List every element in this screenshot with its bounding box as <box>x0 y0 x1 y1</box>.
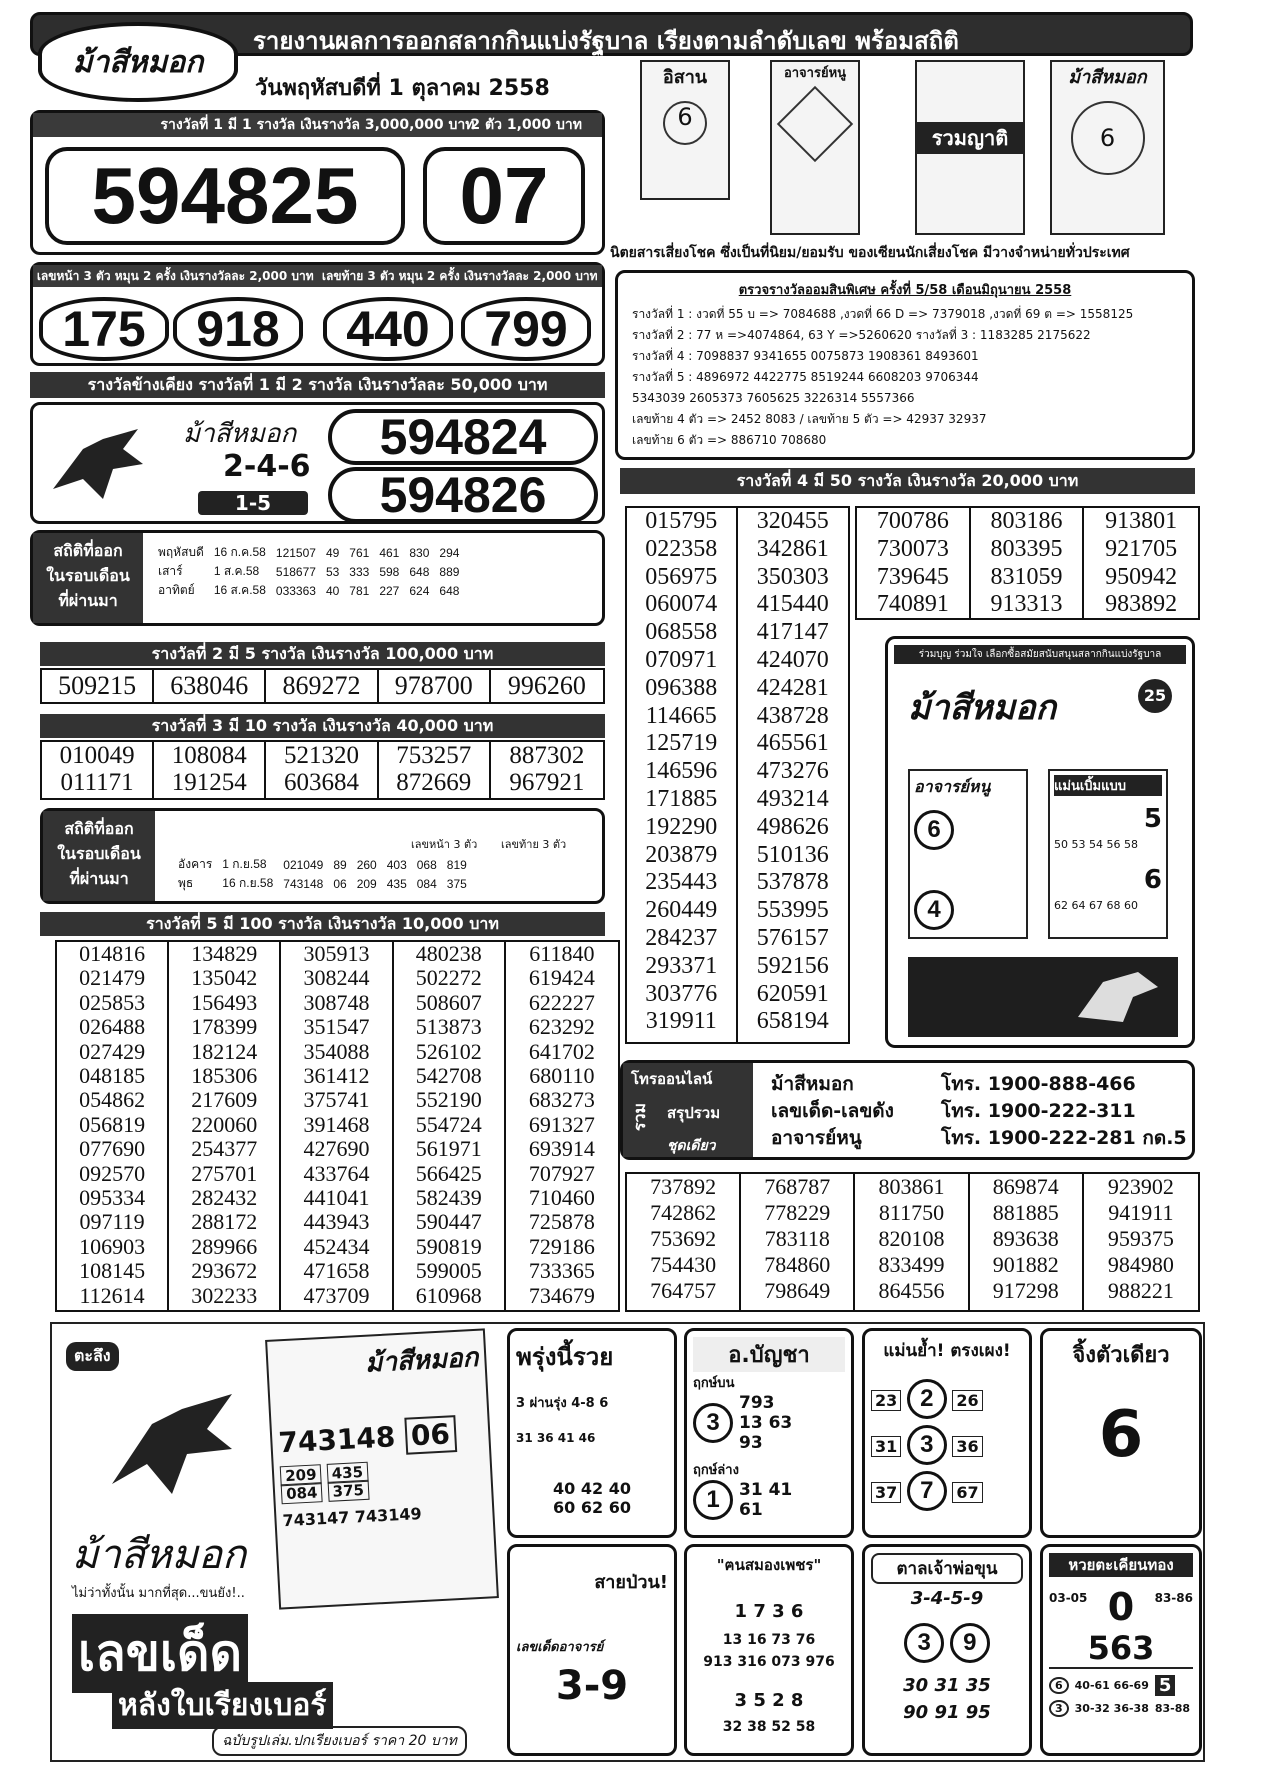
back-number: 440 <box>323 297 453 361</box>
prize5-number: 282432 <box>191 1185 258 1211</box>
magazine-cover: อาจารย์หนู <box>770 60 860 235</box>
table-row: อาทิตย์ 16 ส.ค.58 033363 40 781 227 624 648 <box>158 583 460 598</box>
ad-maen: แม่นย้ำ! ตรงเผง! 23 2 26 31 3 36 37 7 67 <box>862 1328 1032 1538</box>
ad-left: ตะลึง ม้าสีหมอก ไม่ว่าทั้งนั้น มากที่สุด...ขนยัง!.. เลขเด็ด หลังใบเรียงเบอร์ ฉบับรูปเล่ม.ปกเรียงเบอร์ ราคา 20 บาท ม้าสีหมอก 743148 06 209 435 084 375 743147 743149 <box>52 1324 502 1760</box>
prize4-number: 740891 <box>876 591 949 618</box>
prize5-number: 021479 <box>79 965 146 991</box>
magazine-cover: รวมญาติ <box>915 60 1025 235</box>
prize4-number: 739645 <box>876 563 949 590</box>
prize5-grid <box>55 940 620 1312</box>
prize1-number: 594825 <box>45 147 405 245</box>
prize5-number: 710460 <box>528 1185 595 1211</box>
prize5-number: 764757 <box>650 1278 717 1303</box>
prize4-number: 658194 <box>756 1008 829 1035</box>
prize5-number: 220060 <box>191 1111 258 1137</box>
prize5-number: 768787 <box>764 1174 831 1199</box>
magazine-caption: นิตยสารเสี่ยงโชค ซึ่งเป็นที่นิยม/ยอมรับ ของเซียนนักเสี่ยงโชค มีวางจำหน่ายทั่วประเทศ <box>610 245 1130 261</box>
prize5-number: 095334 <box>79 1185 146 1211</box>
prize5-number: 798649 <box>764 1278 831 1303</box>
prize5-number: 582439 <box>415 1185 482 1211</box>
prize5-number: 217609 <box>191 1087 258 1113</box>
savings-line: 5343039 2605373 7605625 3226314 5557366 <box>632 391 915 405</box>
prize5-number: 820108 <box>878 1226 945 1251</box>
prize5-number: 502272 <box>415 965 482 991</box>
prize4-left-grid <box>625 506 850 1044</box>
prize5-number: 881885 <box>992 1200 1059 1225</box>
ad-prung: พรุ่งนี้รวย 3 ผ่านรุ่ง 4-8 6 31 36 41 46 40 42 40 60 62 60 <box>507 1328 677 1538</box>
table-row: พฤหัสบดี 16 ก.ค.58 121507 49 761 461 830 294 <box>158 545 460 560</box>
near-prize-panel <box>30 402 605 524</box>
back-number: 799 <box>461 297 591 361</box>
prize4-number: 320455 <box>756 508 829 534</box>
number-column <box>169 942 281 1310</box>
near-prize-label: รางวัลข้างเคียง รางวัลที่ 1 มี 2 รางวัล เงินรางวัลละ 50,000 บาท <box>30 372 605 398</box>
prize4-number: 921705 <box>1105 535 1178 562</box>
prize4-number: 730073 <box>876 535 949 562</box>
number-column <box>738 508 849 1042</box>
prize5-number: 610968 <box>415 1282 482 1308</box>
prize5-number: 599005 <box>415 1258 482 1284</box>
ad-ban: อ.บัญชา ฤกษ์บน 3 793 13 63 93 ฤกษ์ล่าง 1 31 41 61 <box>684 1328 854 1538</box>
prize5-number: 680110 <box>529 1063 595 1089</box>
promo-logo: ม้าสีหมอก <box>908 688 1057 728</box>
number-column <box>627 1174 741 1310</box>
prize5-number: 693914 <box>528 1136 595 1162</box>
prize5-number: 308244 <box>303 965 370 991</box>
prize5-number: 923902 <box>1107 1174 1174 1199</box>
savings-line: เลขท้าย 6 ตัว => 886710 708680 <box>632 433 827 447</box>
prize1-two-digit: 07 <box>423 147 585 245</box>
prize5-number: 725878 <box>528 1209 595 1235</box>
prize5-number: 893638 <box>992 1226 1059 1251</box>
prize4-number: 056975 <box>645 563 718 590</box>
number-column <box>627 508 738 1042</box>
number-column <box>281 942 393 1310</box>
prize1-label: รางวัลที่ 1 มี 1 รางวัล เงินรางวัล 3,000,000 บาท 2 ตัว 1,000 บาท <box>33 113 602 137</box>
near-number: 594824 <box>328 409 598 465</box>
prize4-number: 417147 <box>756 619 829 646</box>
front-label: เลขหน้า 3 ตัว หมุน 2 ครั้ง เงินรางวัลละ 2,000 บาท <box>36 269 314 283</box>
magazine-cover: ม้าสีหมอก 6 <box>1050 60 1165 235</box>
prize4-number: 022358 <box>645 535 718 562</box>
savings-panel <box>615 270 1195 460</box>
prize5-number: 182124 <box>191 1038 258 1064</box>
phone-panel: โทรออนไลน์ สรุปรวม ชุดเดียว รวม ม้าสีหมอก โทร. 1900-888-466 เลขเด็ด-เลขดัง โทร. 1900-222-311 อาจารย์หนู โทร. 1900-222-281 กด.5 <box>620 1060 1195 1160</box>
prize4-label: รางวัลที่ 4 มี 50 รางวัล เงินรางวัล 20,000 บาท <box>620 468 1195 494</box>
savings-line: เลขท้าย 4 ตัว => 2452 8083 / เลขท้าย 5 ตัว => 42937 32937 <box>632 412 987 426</box>
prize5-number: 988221 <box>1107 1278 1174 1303</box>
number-column <box>506 942 618 1310</box>
prize5-number: 427690 <box>303 1136 370 1162</box>
prize2-label: รางวัลที่ 2 มี 5 รางวัล เงินรางวัล 100,000 บาท <box>40 642 605 666</box>
prize4-number: 235443 <box>645 869 718 896</box>
prize4-number: 424070 <box>756 646 829 673</box>
prize5-number: 737892 <box>650 1174 717 1199</box>
prize5-number: 135042 <box>191 965 258 991</box>
table-row: พุธ 16 ก.ย.58 743148 06 209 435 084 375 <box>178 876 467 891</box>
prize5-number: 302233 <box>191 1282 258 1308</box>
prize4-number: 438728 <box>756 702 829 729</box>
prize5-number: 026488 <box>79 1014 146 1040</box>
prize4-number: 293371 <box>645 952 718 979</box>
prize5-number: 056819 <box>79 1111 146 1137</box>
prize5-number: 471658 <box>303 1258 370 1284</box>
near-tip: 2-4-6 <box>223 449 311 484</box>
prize5-number: 275701 <box>191 1160 258 1186</box>
stats2-panel: สถิติที่ออก ในรอบเดือน ที่ผ่านมา เลขหน้า 3 ตัว เลขท้าย 3 ตัว อังคาร 1 ก.ย.58 021049 89 260 403 068 819 พุธ 16 ก.ย.58 743148 06 209 435 084 375 <box>40 808 605 904</box>
prize5-number: 833499 <box>878 1252 945 1277</box>
prize5-number: 623292 <box>528 1014 595 1040</box>
prize4-number: 700786 <box>876 508 949 534</box>
prize4-number: 831059 <box>990 563 1063 590</box>
prize4-number: 342861 <box>756 535 829 562</box>
prize5-number: 293672 <box>191 1258 258 1284</box>
promo-banner: ร่วมบุญ ร่วมใจ เลือกซื้อสมัยสนับสนุนสลากกินแบ่งรัฐบาล <box>894 645 1186 664</box>
savings-line: รางวัลที่ 1 : งวดที่ 55 บ => 7084688 ,งวดที่ 66 D => 7379018 ,งวดที่ 69 ต => 1558125 <box>632 307 1134 321</box>
ad-huay: หวยตะเคียนทอง 03-05 83-86 0 563 6 40-61 66-69 5 3 30-32 36-38 83-88 <box>1040 1544 1202 1756</box>
prize5-number: 566425 <box>415 1160 482 1186</box>
prize5-number: 308748 <box>303 989 370 1015</box>
ad-khon: "ฅนสมองเพชร" 1 7 3 6 13 16 73 76 913 316 073 976 3 5 2 8 32 38 52 58 <box>684 1544 854 1756</box>
prize5-number: 305913 <box>303 941 370 966</box>
bottom-ads <box>50 1322 1205 1762</box>
horse-icon <box>43 419 163 509</box>
prize5-number: 433764 <box>303 1160 370 1186</box>
prize4-number: 260449 <box>645 897 718 924</box>
prize5-number: 375741 <box>303 1087 370 1113</box>
prize5-number: 803861 <box>878 1174 945 1199</box>
prize4-number: 068558 <box>645 619 718 646</box>
prize5-number: 869874 <box>992 1174 1059 1199</box>
prize5-number: 480238 <box>415 941 482 966</box>
prize4-number: 146596 <box>645 758 718 785</box>
prize5-number: 941911 <box>1108 1200 1174 1225</box>
prize5-number: 611840 <box>529 941 595 966</box>
prize5-number: 443943 <box>303 1209 370 1235</box>
prize4-number: 192290 <box>645 813 718 840</box>
prize4-number: 498626 <box>756 813 829 840</box>
prize4-number: 493214 <box>756 785 829 812</box>
savings-lines <box>632 304 1178 451</box>
promo-anniv: 25 <box>1138 679 1172 713</box>
prize5-number: 025853 <box>79 989 146 1015</box>
cover-image: ม้าสีหมอก 743148 06 209 435 084 375 743147 743149 <box>265 1328 499 1609</box>
prize5-number: 783118 <box>764 1226 830 1251</box>
number-column <box>857 508 971 619</box>
prize4-number: 913801 <box>1105 508 1178 534</box>
stats1-panel: สถิติที่ออก ในรอบเดือน ที่ผ่านมา พฤหัสบดี 16 ก.ค.58 121507 49 761 461 830 294 เสาร์ 1 ส.ค.58 518677 53 333 598 648 889 อาทิตย์ 16 ส.ค.58 033363 40 781 227 624 648 <box>30 530 605 626</box>
prize5-number: 106903 <box>79 1233 146 1259</box>
prize3-grid: 010049 011171 108084 191254 521320 603684 753257 872669 887302 967921 <box>40 740 605 800</box>
prize4-number: 576157 <box>756 924 829 951</box>
ad-sai: สายป่วน! เลขเด็ดอาจารย์ 3-9 <box>507 1544 677 1756</box>
prize5-number: 048185 <box>79 1063 146 1089</box>
prize5-number: 391468 <box>303 1111 370 1137</box>
prize5-number: 984980 <box>1107 1252 1174 1277</box>
prize5-number: 178399 <box>191 1014 258 1040</box>
prize5-number: 054862 <box>79 1087 146 1113</box>
prize4-number: 424281 <box>756 674 829 701</box>
table-row: เสาร์ 1 ส.ค.58 518677 53 333 598 648 889 <box>158 564 460 579</box>
savings-line: รางวัลที่ 2 : 77 ห =>4074864, 63 Y =>5260620 รางวัลที่ 3 : 1183285 2175622 <box>632 328 1091 342</box>
savings-line: รางวัลที่ 5 : 4896972 4422775 8519244 6608203 9706344 <box>632 370 979 384</box>
prize5-number: 289966 <box>191 1233 258 1259</box>
number-column <box>1084 508 1198 619</box>
prize5-number: 811750 <box>878 1200 945 1225</box>
prize5-number: 619424 <box>528 965 595 991</box>
prize5-number: 254377 <box>191 1136 258 1162</box>
prize5-number: 691327 <box>528 1111 595 1137</box>
back-label: เลขท้าย 3 ตัว หมุน 2 ครั้ง เงินรางวัลละ 2,000 บาท <box>321 269 598 283</box>
promo-ad: ร่วมบุญ ร่วมใจ เลือกซื้อสมัยสนับสนุนสลากกินแบ่งรัฐบาล ม้าสีหมอก 25 อาจารย์หนู 6 4 แม่นเบิ้มแบบ 5 50 53 54 56 58 6 62 64 67 68 60 <box>885 636 1195 1048</box>
prize4-number: 303776 <box>645 980 718 1007</box>
prize5-number: 473709 <box>303 1282 370 1308</box>
prize5-number: 108145 <box>79 1258 146 1284</box>
savings-title: ตรวจรางวัลออมสินพิเศษ ครั้งที่ 5/58 เดือนมิถุนายน 2558 <box>738 283 1072 298</box>
prize4-number: 125719 <box>645 730 718 757</box>
table-row: อังคาร 1 ก.ย.58 021049 89 260 403 068 819 <box>178 857 467 872</box>
prize5-number: 542708 <box>415 1063 482 1089</box>
prize5-number: 452434 <box>303 1233 370 1259</box>
prize5-number: 729186 <box>528 1233 595 1259</box>
number-column <box>57 942 169 1310</box>
prize4-number: 803186 <box>990 508 1063 534</box>
prize4-number: 319911 <box>645 1008 717 1035</box>
magazine-strip <box>610 60 1195 265</box>
prize5-number: 508607 <box>415 989 482 1015</box>
prize4-number: 171885 <box>645 785 718 812</box>
prize5-number: 864556 <box>878 1278 945 1303</box>
prize4-number: 060074 <box>645 591 718 618</box>
prize4-top-grid <box>855 506 1200 620</box>
prize4-number: 284237 <box>645 924 718 951</box>
prize5-number: 590447 <box>415 1209 482 1235</box>
horse-icon <box>92 1384 252 1504</box>
prize5-number: 351547 <box>303 1014 370 1040</box>
prize4-number: 114665 <box>645 702 717 729</box>
prize5-number: 092570 <box>79 1160 146 1186</box>
prize4-number: 350303 <box>756 563 829 590</box>
prize4-number: 537878 <box>756 869 829 896</box>
prize5-number: 134829 <box>191 941 258 966</box>
page-title: รายงานผลการออกสลากกินแบ่งรัฐบาล เรียงตามลำดับเลข พร้อมสถิติ <box>253 27 959 55</box>
prize4-number: 070971 <box>645 646 718 673</box>
prize4-number: 553995 <box>756 897 829 924</box>
prize5-number: 027429 <box>79 1038 146 1064</box>
prize4-number: 950942 <box>1105 563 1178 590</box>
prize5-number: 077690 <box>79 1136 146 1162</box>
prize5-number: 526102 <box>415 1038 482 1064</box>
prize4-number: 465561 <box>756 730 829 757</box>
front-back-panel <box>30 262 605 366</box>
magazine-cover: อิสาน 6 <box>640 60 730 200</box>
prize5-number: 354088 <box>303 1038 370 1064</box>
number-column <box>394 942 506 1310</box>
ad-talad: ตาลเจ้าพ่อขุน 3-4-5-9 3 9 30 31 35 90 91 95 <box>862 1544 1032 1756</box>
logo: ม้าสีหมอก <box>38 22 238 102</box>
prize2-grid: 509215 638046 869272 978700 996260 <box>40 668 605 704</box>
prize5-number: 707927 <box>528 1160 595 1186</box>
prize4-number: 015795 <box>645 508 718 534</box>
number-column <box>971 508 1085 619</box>
prize5-number: 622227 <box>528 989 595 1015</box>
prize4-number: 415440 <box>756 591 829 618</box>
number-column <box>741 1174 855 1310</box>
prize5-number: 784860 <box>764 1252 831 1277</box>
prize5-number: 734679 <box>528 1282 595 1308</box>
prize4-number: 510136 <box>756 841 829 868</box>
date-line: วันพฤหัสบดีที่ 1 ตุลาคม 2558 <box>255 76 550 101</box>
near-number: 594826 <box>328 467 598 523</box>
stats2-table <box>173 855 472 893</box>
prize5-number: 185306 <box>191 1063 258 1089</box>
savings-line: รางวัลที่ 4 : 7098837 9341655 0075873 1908361 8493601 <box>632 349 979 363</box>
prize5-number: 742862 <box>650 1200 717 1225</box>
front-number: 175 <box>39 297 169 361</box>
horse-icon <box>908 957 1178 1037</box>
near-tip2: 1-5 <box>198 491 308 515</box>
prize4-number: 473276 <box>756 758 829 785</box>
prize5-grid-right <box>625 1172 1200 1312</box>
prize4-number: 620591 <box>756 980 829 1007</box>
phone-lines: ม้าสีหมอก โทร. 1900-888-466 เลขเด็ด-เลขดัง โทร. 1900-222-311 อาจารย์หนู โทร. 1900-222-281 กด.5 <box>771 1073 1187 1149</box>
prize4-number: 203879 <box>645 841 718 868</box>
prize4-number: 592156 <box>756 952 829 979</box>
prize4-number: 803395 <box>990 535 1063 562</box>
front-number: 918 <box>173 297 303 361</box>
prize5-number: 513873 <box>415 1014 482 1040</box>
prize4-number: 913313 <box>990 591 1063 618</box>
prize5-number: 441041 <box>303 1185 370 1211</box>
ad-ding: จิ้งตัวเดียว 6 <box>1040 1328 1202 1538</box>
prize5-number: 917298 <box>992 1278 1059 1303</box>
number-column <box>970 1174 1084 1310</box>
prize3-label: รางวัลที่ 3 มี 10 รางวัล เงินรางวัล 40,000 บาท <box>40 714 605 738</box>
prize5-number: 156493 <box>191 989 258 1015</box>
prize5-number: 754430 <box>650 1252 717 1277</box>
prize5-number: 554724 <box>415 1111 482 1137</box>
number-column <box>855 1174 969 1310</box>
stats1-table <box>153 543 464 600</box>
prize5-number: 561971 <box>415 1136 482 1162</box>
prize5-number: 683273 <box>528 1087 595 1113</box>
prize4-number: 096388 <box>645 674 718 701</box>
prize5-number: 590819 <box>415 1233 482 1259</box>
prize5-number: 733365 <box>528 1258 595 1284</box>
prize5-number: 288172 <box>191 1209 258 1235</box>
prize5-number: 112614 <box>79 1282 145 1308</box>
prize5-number: 097119 <box>79 1209 145 1235</box>
prize5-number: 753692 <box>650 1226 717 1251</box>
prize5-number: 361412 <box>303 1063 370 1089</box>
prize5-number: 959375 <box>1107 1226 1174 1251</box>
prize5-label: รางวัลที่ 5 มี 100 รางวัล เงินรางวัล 10,000 บาท <box>40 912 605 936</box>
prize1-panel <box>30 110 605 255</box>
prize5-number: 552190 <box>415 1087 482 1113</box>
prize4-number: 983892 <box>1105 591 1178 618</box>
prize5-number: 778229 <box>764 1200 831 1225</box>
number-column <box>1084 1174 1198 1310</box>
prize5-number: 014816 <box>79 941 146 966</box>
prize5-number: 641702 <box>528 1038 595 1064</box>
prize5-number: 901882 <box>992 1252 1059 1277</box>
near-logo: ม้าสีหมอก <box>183 419 297 449</box>
